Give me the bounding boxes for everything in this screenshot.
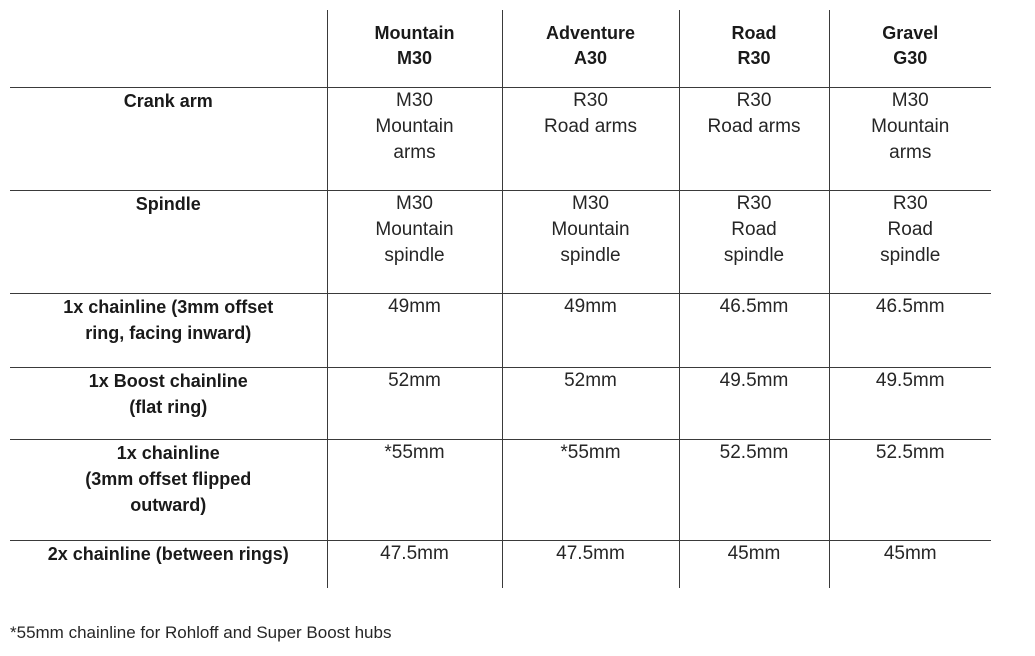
table-cell (502, 367, 679, 439)
row-label-line: (3mm offset flipped (85, 468, 252, 489)
header-adventure (502, 10, 679, 87)
table-cell (829, 540, 991, 588)
column-code: M30 (396, 48, 432, 68)
header-mountain (327, 10, 502, 87)
row-label-line: 2x chainline (between rings) (47, 543, 289, 564)
row-label (10, 190, 327, 293)
footnote: *55mm chainline for Rohloff and Super Boost hubs (10, 623, 392, 642)
cell-line: 46.5mm (875, 295, 945, 317)
column-name: Mountain (374, 23, 455, 43)
cell-line: Mountain (551, 218, 630, 240)
chainline-spec-table (10, 10, 991, 588)
cell-line: Mountain (375, 218, 454, 240)
table-row-1x-chainline-inward (10, 293, 991, 367)
cell-line: 49.5mm (875, 369, 945, 391)
cell-line: 49mm (388, 295, 441, 317)
column-code: G30 (893, 48, 928, 68)
row-label (10, 439, 327, 540)
cell-line: R30 (573, 89, 608, 111)
table-cell (679, 87, 829, 190)
row-label-line: (flat ring) (129, 396, 208, 417)
cell-line: 52.5mm (875, 441, 945, 463)
table-cell (327, 190, 502, 293)
cell-line: 52mm (564, 369, 617, 391)
table-cell (502, 87, 679, 190)
cell-line: arms (393, 141, 436, 163)
row-label-line: Spindle (135, 193, 201, 214)
table-cell (829, 439, 991, 540)
table-cell (679, 293, 829, 367)
table-cell (502, 293, 679, 367)
cell-line: M30 (572, 192, 609, 214)
header-gravel (829, 10, 991, 87)
cell-line: spindle (560, 244, 621, 266)
column-name: Adventure (545, 23, 635, 43)
header-empty-cell (10, 10, 327, 87)
cell-line: 45mm (883, 542, 937, 564)
cell-line: arms (889, 141, 932, 163)
row-label-line: 1x chainline (3mm offset (63, 296, 274, 317)
cell-line: Road (887, 218, 933, 240)
table-cell (829, 190, 991, 293)
table-cell (502, 439, 679, 540)
cell-line: M30 (891, 89, 929, 111)
cell-line: spindle (723, 244, 785, 266)
cell-line: Mountain (871, 115, 950, 137)
cell-line: 49.5mm (719, 369, 789, 391)
row-label (10, 540, 327, 588)
table-row-spindle (10, 190, 991, 293)
table-cell (679, 439, 829, 540)
table-row-1x-chainline-outward (10, 439, 991, 540)
table-cell (327, 87, 502, 190)
row-label (10, 293, 327, 367)
table-cell (679, 190, 829, 293)
column-name: Road (731, 23, 777, 43)
table-cell (327, 439, 502, 540)
cell-line: 47.5mm (556, 542, 625, 564)
cell-line: Road arms (544, 115, 637, 137)
header-road (679, 10, 829, 87)
table-cell (679, 540, 829, 588)
table-cell (327, 293, 502, 367)
cell-line: Road arms (707, 115, 801, 137)
table-row-1x-boost-chainline (10, 367, 991, 439)
row-label-line: outward) (130, 494, 207, 515)
table-cell (829, 367, 991, 439)
row-label-line: Crank arm (123, 90, 213, 111)
cell-line: R30 (892, 192, 928, 214)
row-label (10, 87, 327, 190)
cell-line: *55mm (384, 441, 445, 463)
cell-line: *55mm (560, 441, 621, 463)
cell-line: Mountain (375, 115, 454, 137)
table-cell (327, 540, 502, 588)
cell-line: 46.5mm (719, 295, 789, 317)
table-row-2x-chainline (10, 540, 991, 588)
table-header-row (10, 10, 991, 87)
row-label (10, 367, 327, 439)
table-cell (829, 293, 991, 367)
column-name: Gravel (882, 23, 939, 43)
cell-line: 47.5mm (380, 542, 449, 564)
table-cell (679, 367, 829, 439)
table-cell (829, 87, 991, 190)
cell-line: M30 (396, 192, 433, 214)
table-cell (502, 540, 679, 588)
cell-line: R30 (736, 89, 772, 111)
table-cell (327, 367, 502, 439)
cell-line: 52.5mm (719, 441, 789, 463)
cell-line: spindle (384, 244, 445, 266)
column-code: R30 (737, 48, 771, 68)
row-label-line: 1x chainline (116, 442, 220, 463)
cell-line: M30 (396, 89, 433, 111)
cell-line: spindle (880, 244, 941, 266)
row-label-line: ring, facing inward) (85, 322, 252, 343)
cell-line: 52mm (388, 369, 441, 391)
cell-line: R30 (736, 192, 772, 214)
row-label-line: 1x Boost chainline (88, 370, 248, 391)
column-code: A30 (573, 48, 608, 68)
table-cell (502, 190, 679, 293)
table-row-crank-arm (10, 87, 991, 190)
cell-line: Road (731, 218, 777, 240)
cell-line: 49mm (564, 295, 617, 317)
cell-line: 45mm (727, 542, 781, 564)
